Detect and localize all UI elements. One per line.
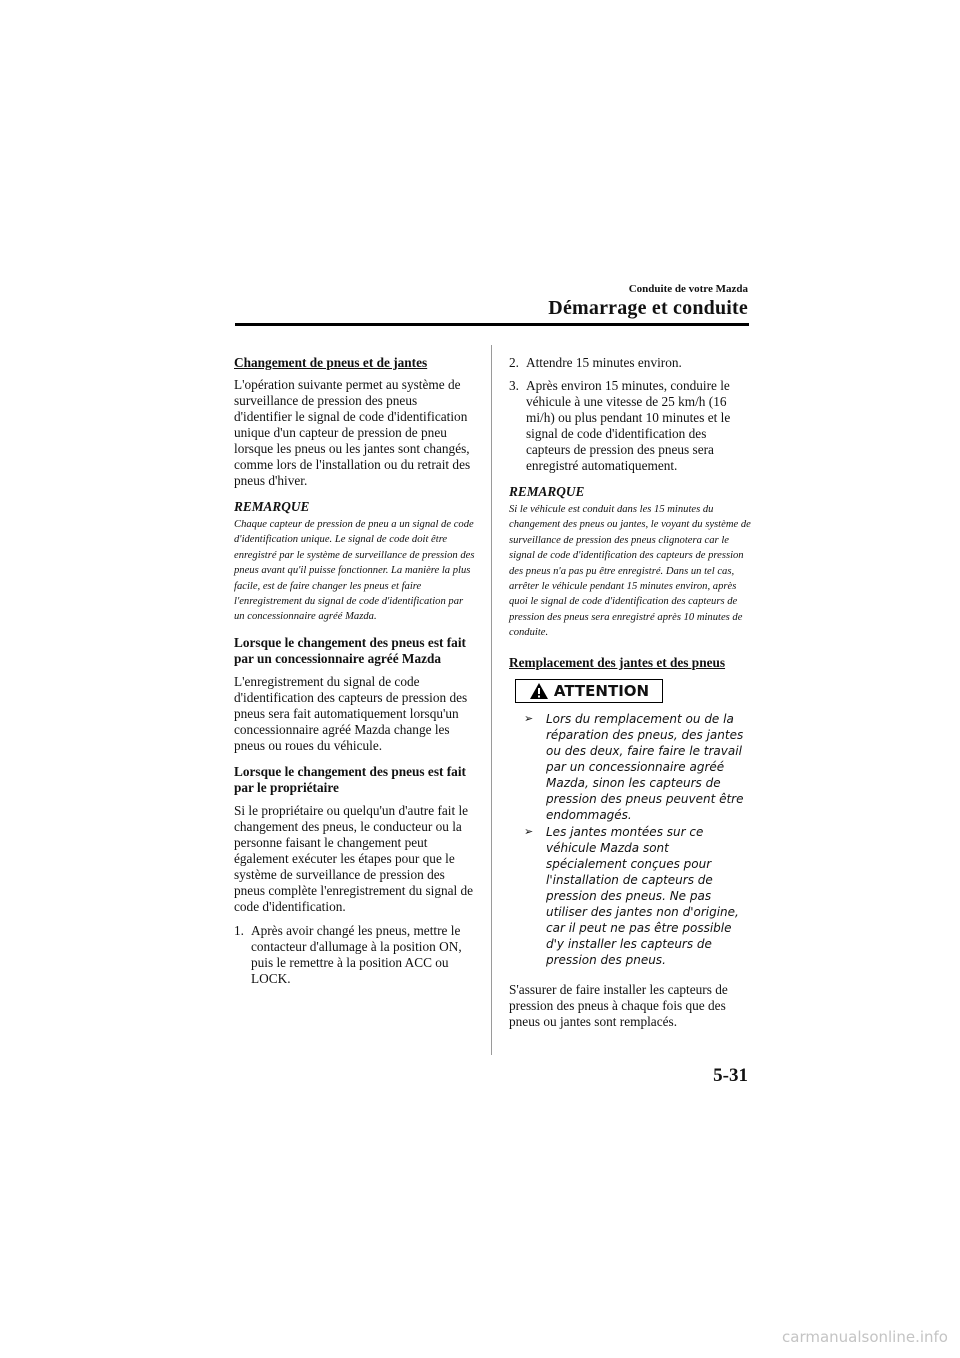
attention-item-text: Les jantes montées sur ce véhicule Mazda sont spécialement conçues pour l'installation de capteurs de pression des pneus. Ne pas utiliser des jantes non d'origine, car il peut ne pas être possible d'y installer les capteurs de pression des pneus.	[546, 824, 739, 967]
steps-list-left	[234, 923, 476, 987]
chapter-subtitle: Conduite de votre Mazda	[628, 283, 748, 295]
intro-paragraph: L'opération suivante permet au système de surveillance de pression des pneus d'identifier le signal de code d'identification unique d'un capteur de pression de pneu lorsque les pneus ou les jantes sont changés, comme lors de l'installation ou du retrait des pneus d'hiver.	[234, 377, 471, 488]
chapter-title: Démarrage et conduite	[548, 297, 748, 319]
section-heading-tire-change: Changement de pneus et de jantes	[234, 355, 428, 370]
arrow-bullet-icon: ➢	[524, 824, 534, 838]
attention-list	[509, 711, 751, 968]
step-text: Après environ 15 minutes, conduire le véhicule à une vitesse de 25 km/h (16 mi/h) ou plus pendant 10 minutes et le signal de code d'identification des capteurs de pression des pneus sera enregistré automatiquement.	[526, 378, 731, 473]
warning-triangle-icon	[529, 682, 549, 700]
step-text: Après avoir changé les pneus, mettre le contacteur d'allumage à la position ON, puis le remettre à la position ACC ou LOCK.	[251, 922, 462, 986]
steps-list-right	[509, 355, 751, 474]
step-item	[509, 355, 751, 371]
remark-text: Si le véhicule est conduit dans les 15 minutes du changement des pneus ou jantes, le voyant du système de surveillance de pression des pneus clignotera car le signal de code d'identification des capteurs de pression des pneus n'a pas pu être enregistré. Dans un tel cas, arrêter le véhicule pendant 15 minutes environ, après quoi le signal de code d'identification des capteurs de pression des pneus sera enregistré après 10 minutes de conduite.	[509, 504, 751, 639]
step-number: 1.	[234, 922, 244, 938]
left-column	[234, 355, 476, 994]
step-item	[234, 923, 476, 987]
attention-item	[524, 711, 751, 823]
page-number: 5-31	[713, 1065, 748, 1086]
dealer-heading: Lorsque le changement des pneus est fait par un concessionnaire agréé Mazda	[234, 634, 466, 666]
section-heading-rim-replacement: Remplacement des jantes et des pneus	[509, 654, 726, 670]
remark-title: REMARQUE	[234, 499, 310, 514]
column-divider	[491, 345, 492, 1055]
step-text: Attendre 15 minutes environ.	[526, 355, 682, 370]
dealer-paragraph: L'enregistrement du signal de code d'identification des capteurs de pression des pneus sera fait automatiquement lorsqu'un concessionnaire agréé Mazda change les pneus ou roues du véhicule.	[234, 673, 468, 753]
right-column	[509, 355, 751, 1038]
owner-paragraph: Si le propriétaire ou quelqu'un d'autre fait le changement des pneus, le conducteur ou la personne faisant le changement peut également exécuter les étapes pour que le système de surveillance de pression des pneus complète l'enregistrement du signal de code d'identification.	[234, 802, 474, 914]
remark-text: Chaque capteur de pression de pneu a un signal de code d'identification unique. Le signal de code doit être enregistré par le système de surveillance de pression des pneus avant qu'il puisse fonctionner. La manière la plus facile, est de faire changer les pneus et faire l'enregistrement du signal de code d'identification par un concessionnaire agréé Mazda.	[234, 519, 475, 623]
watermark: carmanualsonline.info	[782, 1328, 948, 1346]
remark-title: REMARQUE	[509, 484, 585, 499]
closing-paragraph: S'assurer de faire installer les capteurs de pression des pneus à chaque fois que des pneus ou jantes sont remplacés.	[509, 981, 728, 1029]
attention-item-text: Lors du remplacement ou de la réparation des pneus, des jantes ou des deux, faire faire le travail par un concessionnaire agréé Mazda, sinon les capteurs de pression des pneus peuvent être endommagés.	[546, 711, 744, 822]
attention-label: ATTENTION	[553, 681, 650, 700]
step-number: 3.	[509, 378, 519, 393]
attention-box	[515, 679, 663, 703]
attention-item	[524, 824, 751, 968]
owner-heading: Lorsque le changement des pneus est fait par le propriétaire	[234, 763, 466, 795]
step-item	[509, 378, 751, 474]
step-number: 2.	[509, 355, 519, 370]
header-rule	[235, 323, 749, 326]
arrow-bullet-icon: ➢	[524, 711, 534, 725]
